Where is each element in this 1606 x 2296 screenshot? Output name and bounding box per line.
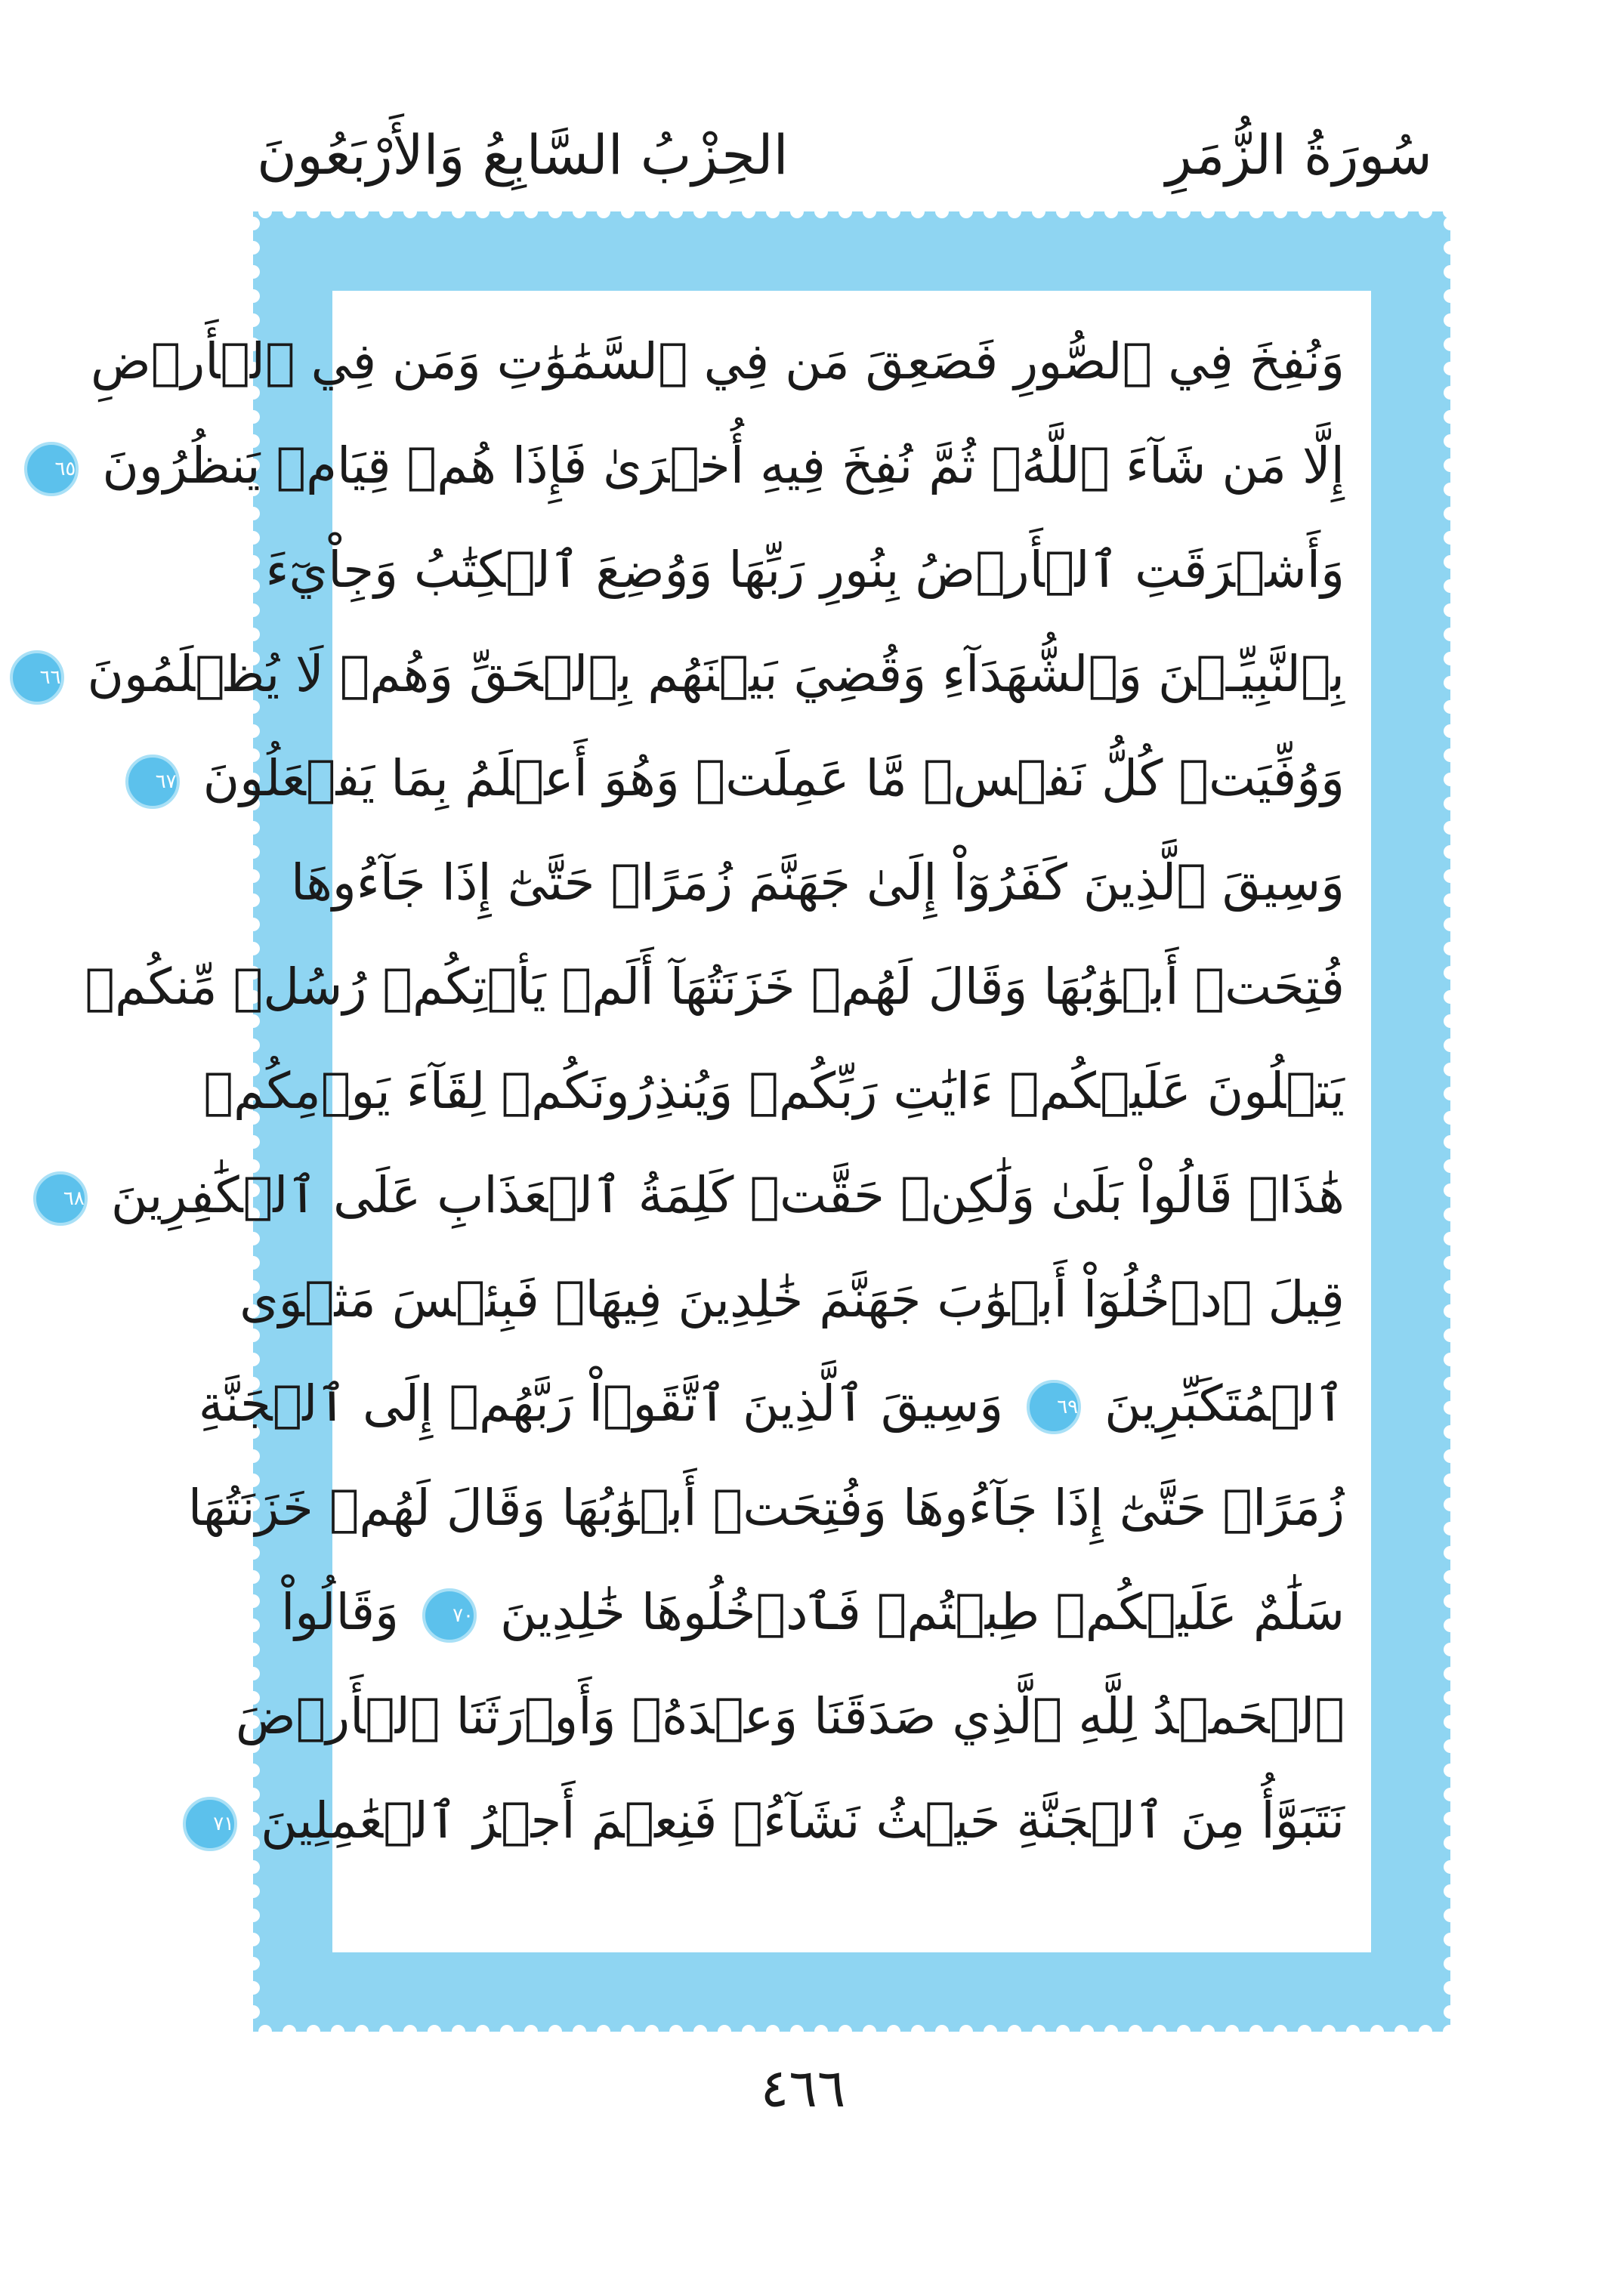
verse-line (235, 1665, 1345, 1769)
verse-line (198, 1352, 1345, 1456)
verse-line (63, 1143, 1345, 1248)
verse-line (187, 1456, 1345, 1560)
verse-text: وَسِيقَ ٱلَّذِينَ ٱتَّقَوۡاْ رَبَّهُمۡ إِلَى ٱلۡجَنَّةِ (198, 1375, 1004, 1433)
page-number: ٤٦٦ (760, 2057, 846, 2119)
verse-line (155, 727, 1345, 831)
verse-text: ٱلۡحَمۡدُ لِلَّهِ ٱلَّذِي صَدَقَنَا وَعۡدَهُۥ وَأَوۡرَثَنَا ٱلۡأَرۡضَ (235, 1687, 1345, 1745)
verse-text: وَأَشۡرَقَتِ ٱلۡأَرۡضُ بِنُورِ رَبِّهَا وَوُضِعَ ٱلۡكِتَٰبُ وَجِاْيٓءَ (265, 541, 1345, 599)
verse-line (213, 1769, 1345, 1873)
ayah-number-marker: ٧١ (183, 1797, 237, 1851)
verse-text: زُمَرًاۖ حَتَّىٰٓ إِذَا جَآءُوهَا وَفُتِحَتۡ أَبۡوَٰبُهَا وَقَالَ لَهُمۡ خَزَنَتُهَا (187, 1479, 1345, 1537)
surah-name: سُورَةُ الزُّمَرِ (1166, 123, 1432, 187)
verse-text: وَنُفِخَ فِي ٱلصُّورِ فَصَعِقَ مَن فِي ٱلسَّمَٰوَٰتِ وَمَن فِي ٱلۡأَرۡضِ (90, 332, 1345, 390)
verse-text: فُتِحَتۡ أَبۡوَٰبُهَا وَقَالَ لَهُمۡ خَزَنَتُهَآ أَلَمۡ يَأۡتِكُمۡ رُسُلٞ مِّنكُمۡ (85, 958, 1345, 1016)
verse-line (85, 935, 1345, 1039)
ayah-number-marker: ٧٠ (422, 1588, 477, 1643)
verse-text: يَتۡلُونَ عَلَيۡكُمۡ ءَايَٰتِ رَبِّكُمۡ وَيُنذِرُونَكُمۡ لِقَآءَ يَوۡمِكُمۡ (203, 1062, 1345, 1120)
ayah-number-marker: ٦٨ (33, 1171, 88, 1226)
verse-line (291, 831, 1345, 935)
verse-line (239, 1248, 1345, 1352)
verse-line (280, 1560, 1345, 1665)
verse-text: إِلَّا مَن شَآءَ ٱللَّهُۖ ثُمَّ نُفِخَ فِيهِ أُخۡرَىٰ فَإِذَا هُمۡ قِيَامٞ يَنظُرُونَ (102, 437, 1345, 495)
verse-text: هَٰذَاۚ قَالُواْ بَلَىٰ وَلَٰكِنۡ حَقَّتۡ كَلِمَةُ ٱلۡعَذَابِ عَلَى ٱلۡكَٰفِرِينَ (110, 1166, 1345, 1224)
verse-text: بِٱلنَّبِيِّـۧنَ وَٱلشُّهَدَآءِ وَقُضِيَ بَيۡنَهُم بِٱلۡحَقِّ وَهُمۡ لَا يُظۡلَمُونَ (87, 645, 1345, 703)
verse-text: وَقَالُواْ (280, 1583, 400, 1641)
ayah-number-marker: ٦٩ (1027, 1380, 1081, 1434)
verse-text: سَلَٰمٌ عَلَيۡكُمۡ طِبۡتُمۡ فَٱدۡخُلُوهَا خَٰلِدِينَ (499, 1583, 1345, 1641)
hizb-label: الحِزْبُ السَّابِعُ وَالأَرْبَعُونَ (257, 123, 789, 187)
verse-line (203, 1039, 1345, 1143)
verse-text: وَسِيقَ ٱلَّذِينَ كَفَرُوٓاْ إِلَىٰ جَهَنَّمَ زُمَرًاۖ حَتَّىٰٓ إِذَا جَآءُوهَا (291, 853, 1345, 912)
verse-line (54, 414, 1345, 518)
verse-text: ٱلۡمُتَكَبِّرِينَ (1104, 1375, 1345, 1433)
verse-line (39, 622, 1345, 727)
ayah-number-marker: ٦٦ (10, 650, 64, 705)
verse-text: قِيلَ ٱدۡخُلُوٓاْ أَبۡوَٰبَ جَهَنَّمَ خَٰلِدِينَ فِيهَاۖ فَبِئۡسَ مَثۡوَى (239, 1270, 1345, 1329)
verse-text: وَوُفِّيَتۡ كُلُّ نَفۡسٖ مَّا عَمِلَتۡ وَهُوَ أَعۡلَمُ بِمَا يَفۡعَلُونَ (202, 749, 1345, 807)
verse-line (265, 518, 1345, 622)
verse-line (90, 310, 1345, 414)
page-header (257, 113, 1432, 196)
verse-text: نَتَبَوَّأُ مِنَ ٱلۡجَنَّةِ حَيۡثُ نَشَآءُۖ فَنِعۡمَ أَجۡرُ ٱلۡعَٰمِلِينَ (261, 1791, 1345, 1850)
verse-lines (39, 310, 1345, 1873)
ayah-number-marker: ٦٧ (125, 755, 180, 809)
ayah-number-marker: ٦٥ (24, 442, 79, 496)
